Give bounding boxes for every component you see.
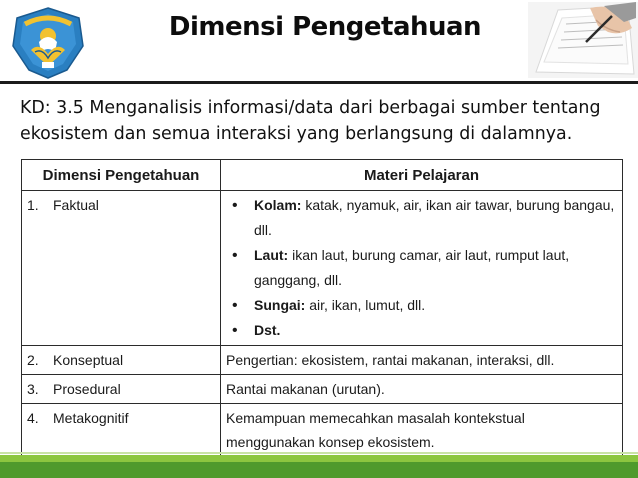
slide-header <box>0 0 638 82</box>
footer-band <box>0 462 638 478</box>
materi-cell: Rantai makanan (urutan). <box>221 375 623 404</box>
item-label: Laut: <box>254 247 289 263</box>
header-divider <box>0 81 638 84</box>
tut-wuri-handayani-logo-icon <box>9 6 87 80</box>
page-title: Dimensi Pengetahuan <box>168 12 482 42</box>
column-header-dimension: Dimensi Pengetahuan <box>22 160 221 191</box>
table-row <box>22 346 623 375</box>
table-header-row <box>22 160 623 191</box>
item-text: air, ikan, lumut, dll. <box>305 297 426 313</box>
row-number: 1. <box>27 197 39 213</box>
list-item <box>226 193 617 243</box>
list-item <box>226 293 617 318</box>
item-label: Sungai: <box>254 297 306 313</box>
kd-statement: KD: 3.5 Menganalisis informasi/data dari berbagai sumber tentang ekosistem dan semua interaksi yang berlangsung di dalamnya. <box>20 98 601 144</box>
column-header-materi: Materi Pelajaran <box>221 160 623 191</box>
dimension-label: Konseptual <box>53 352 124 368</box>
materi-cell: Kemampuan memecahkan masalah kontekstual menggunakan konsep ekosistem. <box>221 404 623 457</box>
dimension-cell <box>22 346 221 375</box>
dimension-label: Faktual <box>53 197 99 213</box>
dimension-cell <box>22 375 221 404</box>
item-label: Kolam: <box>254 197 302 213</box>
materi-bullet-list <box>226 193 617 343</box>
list-item <box>226 243 617 293</box>
item-label: Dst. <box>254 322 281 338</box>
footer-highlight <box>0 452 638 454</box>
item-text: katak, nyamuk, air, ikan air tawar, burung bangau, dll. <box>254 197 615 238</box>
dimension-cell <box>22 404 221 457</box>
hand-writing-document-photo <box>528 2 638 78</box>
list-item <box>226 318 617 343</box>
table-row <box>22 375 623 404</box>
materi-cell: Pengertian: ekosistem, rantai makanan, interaksi, dll. <box>221 346 623 375</box>
row-number: 3. <box>27 381 39 397</box>
dimension-label: Prosedural <box>53 381 121 397</box>
row-number: 2. <box>27 352 39 368</box>
item-text: ikan laut, burung camar, air laut, rumput laut, ganggang, dll. <box>254 247 570 288</box>
table-row <box>22 404 623 457</box>
table-row <box>22 191 623 346</box>
materi-cell <box>221 191 623 346</box>
dimension-cell <box>22 191 221 346</box>
row-number: 4. <box>27 410 39 426</box>
knowledge-dimension-table <box>21 159 623 457</box>
dimension-label: Metakognitif <box>53 410 129 426</box>
